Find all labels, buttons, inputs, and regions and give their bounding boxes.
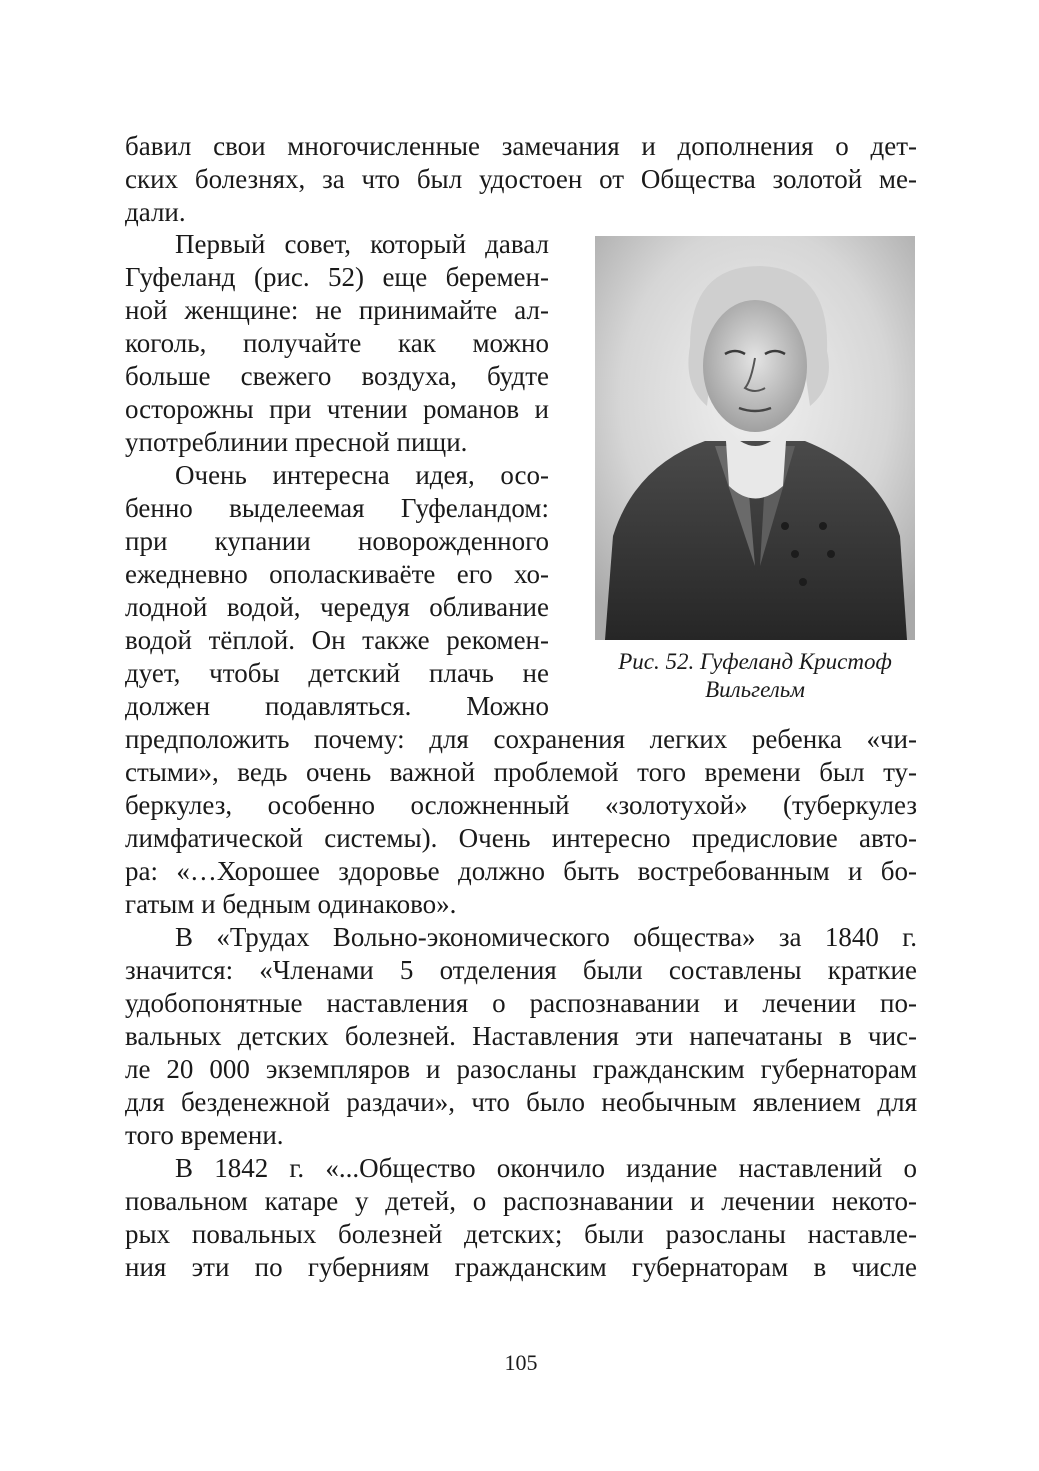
caption-line: Рис. 52. Гуфеланд Кристоф: [618, 649, 892, 674]
text-line: Первый совет, который давал: [175, 229, 549, 259]
page-content: [125, 118, 917, 1398]
text-line: вальных детских болезней. Наставления эти напечатаны в чис-: [125, 1021, 917, 1051]
portrait-image: [595, 236, 915, 640]
text-line: значится: «Членами 5 отделения были составлены краткие: [125, 955, 917, 985]
figure-caption: [595, 648, 915, 704]
text-line: водой тёплой. Он также рекомен-: [125, 625, 549, 655]
text-line: ной женщине: не принимайте ал-: [125, 295, 549, 325]
text-line: удобопонятные наставления о распознавании и лечении по-: [125, 988, 917, 1018]
text-line: В 1842 г. «...Общество окончило издание наставлений о: [175, 1153, 917, 1183]
text-line: употреблинии пресной пищи.: [125, 427, 468, 457]
text-line: ских болезнях, за что был удостоен от Общества золотой ме-: [125, 164, 917, 194]
text-line: Очень интересна идея, осо-: [175, 460, 549, 490]
text-line: беркулез, особенно осложненный «золотухой» (туберкулез: [125, 790, 917, 820]
text-line: ра: «…Хорошее здоровье должно быть востребованным и бо-: [125, 856, 917, 886]
text-line: ле 20 000 экземпляров и разосланы гражданским губернаторам: [125, 1054, 917, 1084]
text-line: больше свежего воздуха, будте: [125, 361, 549, 391]
text-line: Гуфеланд (рис. 52) еще беремен-: [125, 262, 549, 292]
text-line: для безденежной раздачи», что было необычным явлением для: [125, 1087, 917, 1117]
page-number: 105: [504, 1350, 538, 1375]
text-line: лодной водой, чередуя обливание: [125, 592, 549, 622]
text-line: должен подавляться. Можно: [125, 691, 549, 721]
text-line: осторожны при чтении романов и: [125, 394, 549, 424]
text-line: стыми», ведь очень важной проблемой того времени был ту-: [125, 757, 917, 787]
text-line: дали.: [125, 197, 186, 227]
portrait-engraving: [595, 236, 915, 640]
text-line: гатым и бедным одинаково».: [125, 889, 457, 919]
text-line: повальном катаре у детей, о распознавании и лечении некото-: [125, 1186, 917, 1216]
text-line: коголь, получайте как можно: [125, 328, 549, 358]
text-line: при купании новорожденного: [125, 526, 549, 556]
text-line: рых повальных болезней детских; были разосланы наставле-: [125, 1219, 917, 1249]
figure-52: [595, 236, 915, 702]
text-line: дует, чтобы детский плачь не: [125, 658, 549, 688]
text-line: того времени.: [125, 1120, 284, 1150]
text-line: В «Трудах Вольно-экономического общества» за 1840 г.: [175, 922, 917, 952]
text-line: ния эти по губерниям гражданским губернаторам в числе: [125, 1252, 917, 1282]
text-line: бавил свои многочисленные замечания и дополнения о дет-: [125, 131, 917, 161]
text-line: предположить почему: для сохранения легких ребенка «чи-: [125, 724, 917, 754]
text-line: лимфатической системы). Очень интересно предисловие авто-: [125, 823, 917, 853]
text-line: ежедневно ополаскиваёте его хо-: [125, 559, 549, 589]
text-line: бенно выделеемая Гуфеландом:: [125, 493, 549, 523]
caption-line: Вильгельм: [705, 677, 805, 702]
